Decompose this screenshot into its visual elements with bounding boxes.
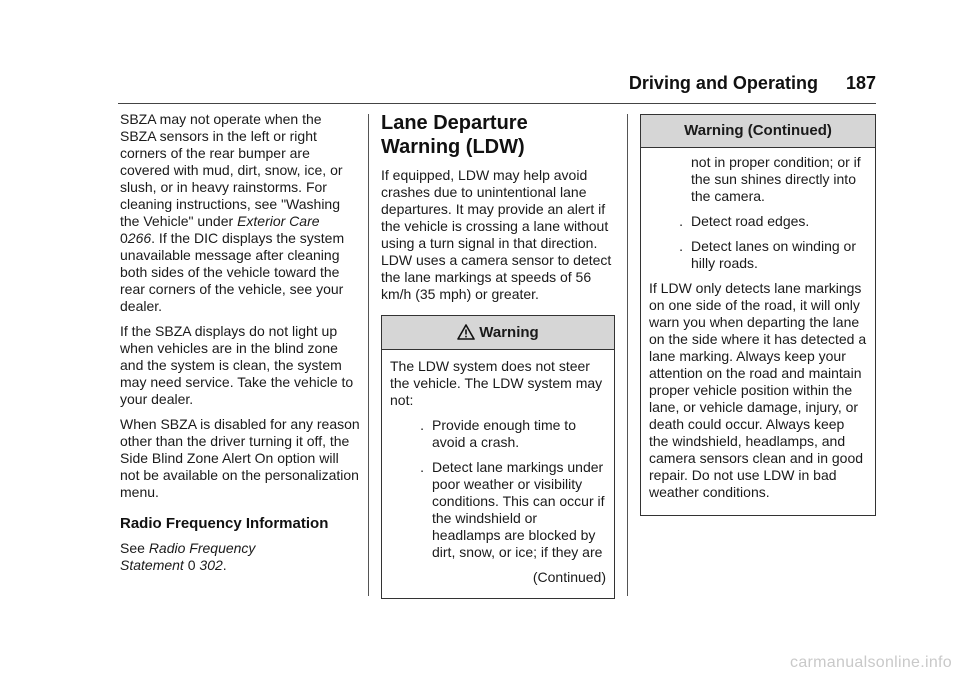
column-divider-1 [368, 114, 369, 596]
bullet-icon: . [679, 238, 683, 254]
sbza-paragraph-2: If the SBZA displays do not light up when vehicles are in the blind zone and the system is clean, the system may need service. Take the vehicle to your dealer. [120, 323, 354, 407]
warning-fragment: not in proper condition; or if the sun shines directly into the camera. [691, 154, 861, 204]
warning-continued-box [640, 114, 876, 516]
radio-frequency-heading: Radio Frequency Information [120, 515, 329, 532]
warning-body [382, 350, 614, 598]
list-item: . Detect lanes on winding or hilly roads. [649, 238, 867, 272]
section-title: Driving and Operating [628, 73, 818, 93]
xref-symbol-icon: 0 [187, 557, 196, 573]
continued-label: (Continued) [532, 569, 606, 585]
warning-continued-paragraph: If LDW only detects lane markings on one side of the road, it will only warn you when departing the lane on the side where it has detected a lane marking. Always keep your attention on the road and maintain proper vehicle position within the lane, or vehicle damage, injury, or death could occur. Always keep the windshield, headlamps, and camera sensors clean and in good repair. Do not use LDW in bad weather conditions. [649, 280, 867, 500]
bullet-icon: . [679, 213, 683, 229]
xref-radio-frequency[interactable]: Radio Frequency Statement [120, 540, 256, 573]
sbza-paragraph-1: SBZA may not operate when the SBZA sensors in the left or right corners of the rear bumper are covered with mud, dirt, snow, ice, or slush, or in heavy rainstorms. For cleaning instructions, see "Washing the Vehicle" under Exterior Care 0266. If the DIC displays the system unavailable message after cleaning both sides of the vehicle toward the rear corners of the vehicle, see your dealer. [120, 111, 345, 314]
column-1 [120, 111, 360, 582]
page-number: 187 [845, 73, 876, 93]
column-2 [381, 111, 615, 599]
watermark: carmanualsonline.info [790, 654, 952, 671]
ldw-heading: Lane Departure Warning (LDW) [381, 112, 528, 158]
header-rule [118, 103, 876, 104]
column-divider-2 [627, 114, 628, 596]
radio-frequency-see: See Radio Frequency Statement 0 302. [120, 540, 256, 573]
warning-triangle-icon [457, 324, 475, 340]
warning-continued-title: Warning (Continued) [641, 115, 875, 148]
xref-exterior-care[interactable]: Exterior Care [237, 213, 320, 229]
bullet-icon: . [420, 459, 424, 475]
sbza-paragraph-3: When SBZA is disabled for any reason other than the driver turning it off, the Side Blind Zone Alert On option will not be available on the personalization menu. [120, 416, 360, 500]
warning-box [381, 315, 615, 599]
warning-lead: The LDW system does not steer the vehicle. The LDW system may not: [390, 358, 603, 408]
bullet-icon: . [420, 417, 424, 433]
list-item: . Detect lane markings under poor weather or visibility conditions. This can occur if the windshield or headlamps are blocked by dirt, snow, or ice; if they are [390, 459, 606, 561]
list-item: . Detect road edges. [649, 213, 867, 230]
xref-symbol-icon: 0 [120, 230, 128, 246]
xref-page[interactable]: 302 [199, 557, 223, 573]
column-3 [640, 114, 876, 516]
page-header [629, 73, 876, 94]
warning-title: Warning [382, 316, 614, 350]
warning-continued-body [641, 148, 875, 515]
xref-page[interactable]: 266 [127, 230, 152, 246]
ldw-intro: If equipped, LDW may help avoid crashes due to unintentional lane departures. It may provide an alert if the vehicle is crossing a lane without using a turn signal in that direction. LDW uses a camera sensor to detect the lane markings at speeds of 56 km/h (35 mph) or greater. [381, 167, 612, 302]
list-item: . Provide enough time to avoid a crash. [390, 417, 606, 451]
